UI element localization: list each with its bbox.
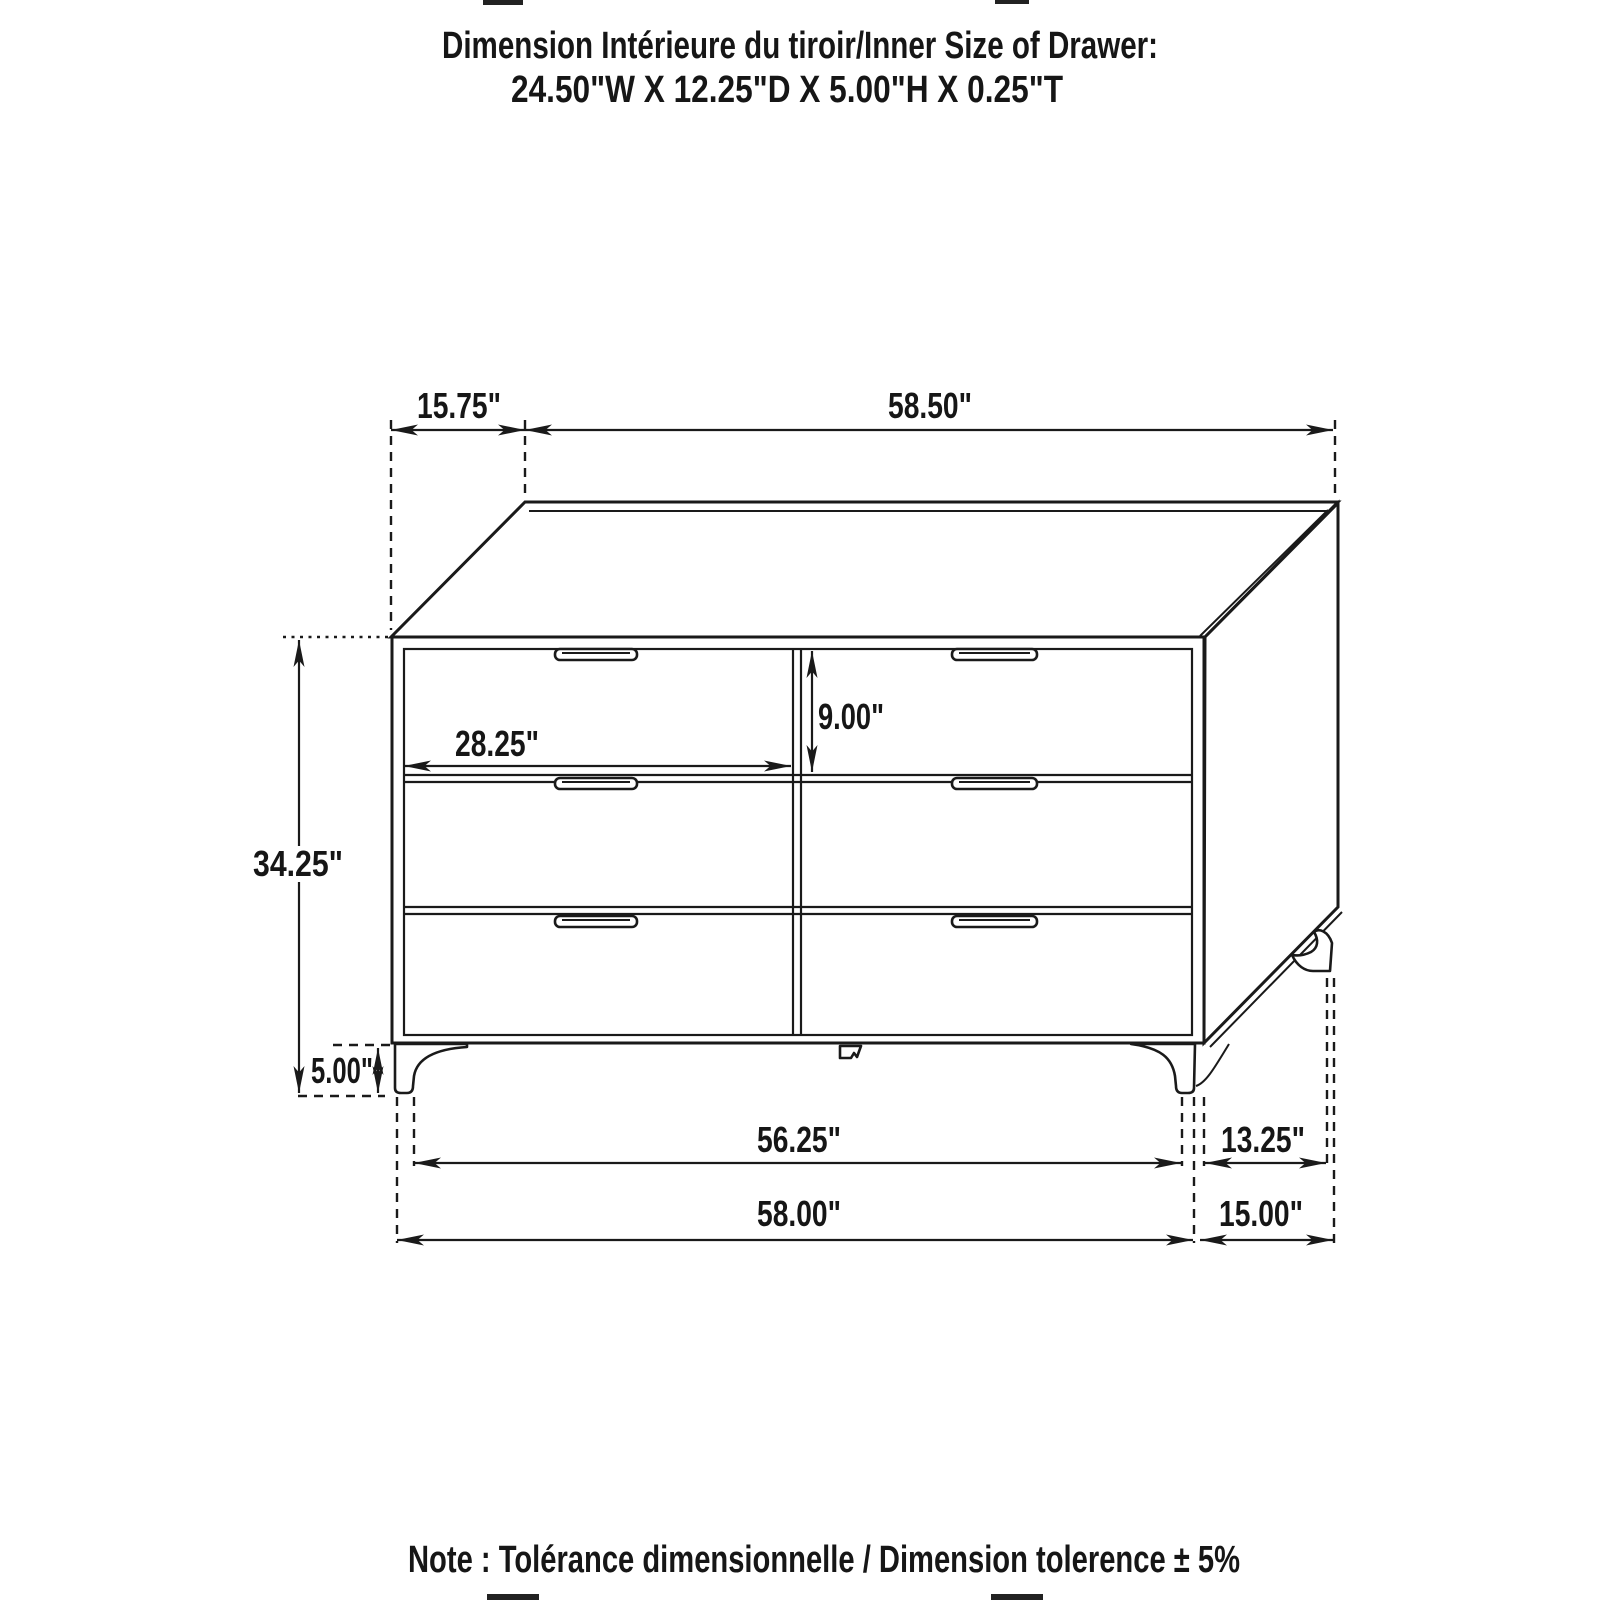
dim-label-base-inner-width: 56.25": [757, 1119, 841, 1160]
title-line-2: 24.50"W X 12.25"D X 5.00"H X 0.25"T: [511, 69, 1063, 111]
cabinet: [391, 502, 1342, 1093]
center-support-tab: [840, 1046, 861, 1058]
dim-label-base-side-outer: 15.00": [1219, 1193, 1303, 1234]
front-right-leg: [1131, 1044, 1229, 1093]
crop-artifact-top-right: [995, 0, 1029, 4]
crop-artifact-bottom-left: [487, 1594, 539, 1600]
dim-label-base-outer-width: 58.00": [757, 1193, 841, 1234]
dim-top-width: [525, 385, 1333, 430]
title-block: [442, 25, 1158, 111]
dim-label-drawer-opening-width: 28.25": [455, 723, 539, 764]
front-left-leg: [395, 1044, 467, 1093]
tolerance-note: Note : Tolérance dimensionnelle / Dimension tolerence ± 5%: [408, 1539, 1240, 1581]
drawer-handle-bottom-left: [555, 916, 637, 927]
title-line-1: Dimension Intérieure du tiroir/Inner Size of Drawer:: [442, 25, 1158, 67]
dim-base-inner-width: [414, 1119, 1181, 1163]
dim-base-side-outer: [1200, 1193, 1333, 1240]
crop-artifact-top-left: [483, 0, 523, 5]
cabinet-front-face: [392, 637, 1204, 1043]
dim-label-base-side-inner: 13.25": [1221, 1119, 1305, 1160]
dim-label-top-depth-offset: 15.75": [417, 385, 501, 426]
dim-overall-height: [246, 640, 350, 1093]
dim-leg-height: [311, 1048, 378, 1093]
dim-label-drawer-opening-height: 9.00": [818, 696, 884, 737]
drawer-handle-bottom-right: [952, 916, 1037, 927]
dim-top-depth-offset: [391, 385, 525, 430]
dim-label-overall-height: 34.25": [253, 843, 343, 884]
dim-base-outer-width: [397, 1193, 1193, 1240]
cabinet-top-face: [391, 502, 1338, 637]
dim-label-leg-height: 5.00": [311, 1050, 373, 1091]
drawer-handle-middle-right: [952, 778, 1037, 789]
dim-label-top-width: 58.50": [888, 385, 972, 426]
dim-base-side-inner: [1205, 1119, 1326, 1163]
crop-artifact-bottom-right: [991, 1594, 1043, 1600]
drawer-handle-top-left: [555, 649, 637, 660]
drawer-handle-middle-left: [555, 778, 637, 789]
drawer-handle-top-right: [952, 649, 1037, 660]
